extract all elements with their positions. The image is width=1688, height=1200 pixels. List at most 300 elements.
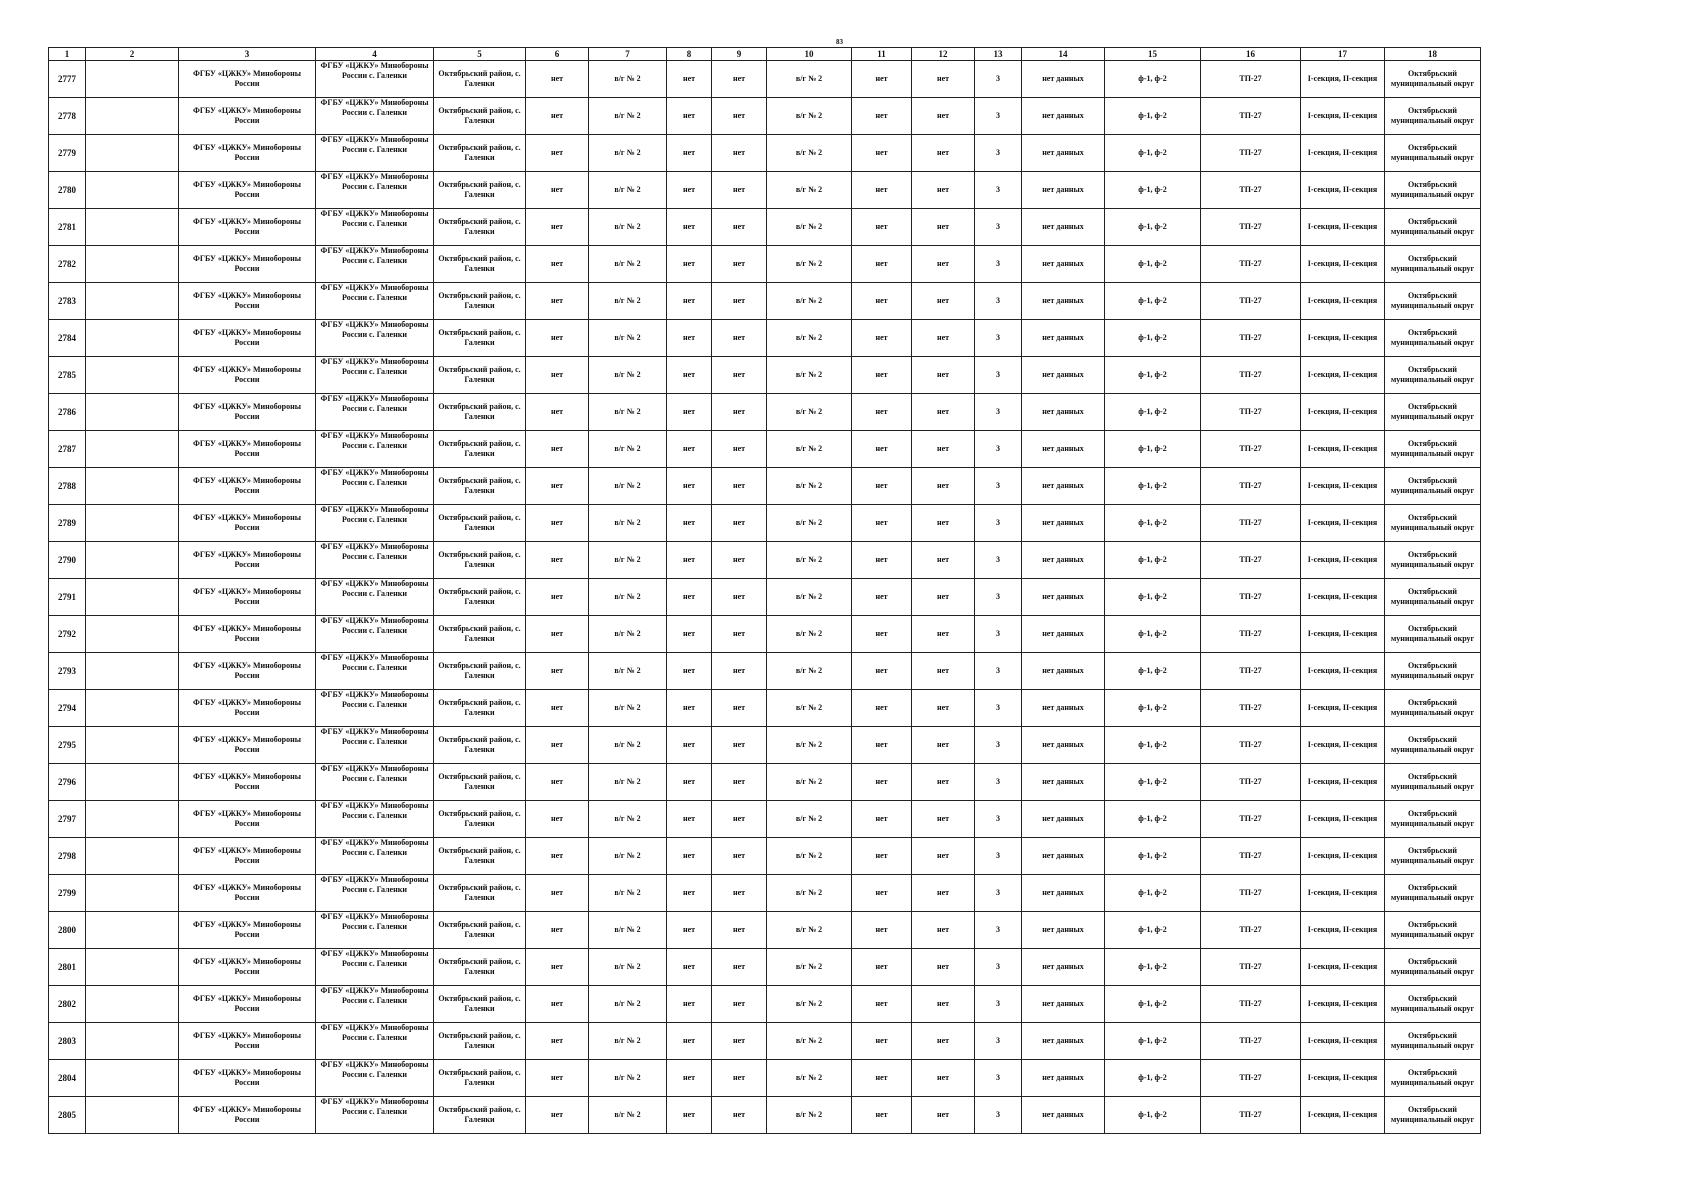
cell-col-4: ФГБУ «ЦЖКУ» Минобороны России с. Галенки — [316, 98, 434, 135]
cell-col-17: I-секция, II-секция — [1301, 986, 1385, 1023]
cell-col-7: в/г № 2 — [589, 357, 667, 394]
cell-col-2 — [86, 616, 179, 653]
cell-col-3: ФГБУ «ЦЖКУ» Минобороны России — [179, 1060, 316, 1097]
table-row — [49, 912, 1481, 949]
cell-col-8: нет — [667, 283, 712, 320]
cell-col-3: ФГБУ «ЦЖКУ» Минобороны России — [179, 1097, 316, 1134]
column-header-8: 8 — [667, 48, 712, 61]
cell-col-12: нет — [912, 505, 975, 542]
cell-col-14: нет данных — [1022, 875, 1105, 912]
cell-col-14: нет данных — [1022, 727, 1105, 764]
cell-col-16: ТП-27 — [1201, 505, 1301, 542]
cell-col-5: Октябрьский район, с. Галенки — [434, 727, 526, 764]
cell-col-17: I-секция, II-секция — [1301, 1023, 1385, 1060]
cell-col-7: в/г № 2 — [589, 1060, 667, 1097]
cell-col-14: нет данных — [1022, 801, 1105, 838]
cell-col-12: нет — [912, 357, 975, 394]
table-row — [49, 320, 1481, 357]
column-header-17: 17 — [1301, 48, 1385, 61]
cell-col-8: нет — [667, 468, 712, 505]
cell-col-4: ФГБУ «ЦЖКУ» Минобороны России с. Галенки — [316, 431, 434, 468]
row-number-cell: 2781 — [49, 209, 86, 246]
cell-col-8: нет — [667, 986, 712, 1023]
row-number-cell: 2792 — [49, 616, 86, 653]
cell-col-7: в/г № 2 — [589, 98, 667, 135]
cell-col-18: Октябрьский муниципальный округ — [1385, 579, 1481, 616]
column-header-13: 13 — [975, 48, 1022, 61]
cell-col-2 — [86, 1060, 179, 1097]
cell-col-7: в/г № 2 — [589, 542, 667, 579]
column-header-3: 3 — [179, 48, 316, 61]
cell-col-13: 3 — [975, 98, 1022, 135]
cell-col-2 — [86, 542, 179, 579]
cell-col-5: Октябрьский район, с. Галенки — [434, 875, 526, 912]
cell-col-14: нет данных — [1022, 357, 1105, 394]
cell-col-5: Октябрьский район, с. Галенки — [434, 431, 526, 468]
table-row — [49, 61, 1481, 98]
cell-col-2 — [86, 98, 179, 135]
cell-col-5: Октябрьский район, с. Галенки — [434, 283, 526, 320]
table-row — [49, 727, 1481, 764]
cell-col-18: Октябрьский муниципальный округ — [1385, 727, 1481, 764]
cell-col-13: 3 — [975, 172, 1022, 209]
cell-col-7: в/г № 2 — [589, 912, 667, 949]
cell-col-15: ф-1, ф-2 — [1105, 690, 1201, 727]
cell-col-4: ФГБУ «ЦЖКУ» Минобороны России с. Галенки — [316, 1023, 434, 1060]
cell-col-14: нет данных — [1022, 283, 1105, 320]
cell-col-3: ФГБУ «ЦЖКУ» Минобороны России — [179, 542, 316, 579]
cell-col-12: нет — [912, 838, 975, 875]
cell-col-4: ФГБУ «ЦЖКУ» Минобороны России с. Галенки — [316, 320, 434, 357]
cell-col-17: I-секция, II-секция — [1301, 468, 1385, 505]
cell-col-3: ФГБУ «ЦЖКУ» Минобороны России — [179, 579, 316, 616]
cell-col-7: в/г № 2 — [589, 505, 667, 542]
cell-col-17: I-секция, II-секция — [1301, 579, 1385, 616]
cell-col-7: в/г № 2 — [589, 986, 667, 1023]
cell-col-15: ф-1, ф-2 — [1105, 875, 1201, 912]
cell-col-9: нет — [712, 838, 767, 875]
cell-col-4: ФГБУ «ЦЖКУ» Минобороны России с. Галенки — [316, 468, 434, 505]
cell-col-8: нет — [667, 616, 712, 653]
table-row — [49, 579, 1481, 616]
cell-col-4: ФГБУ «ЦЖКУ» Минобороны России с. Галенки — [316, 801, 434, 838]
cell-col-3: ФГБУ «ЦЖКУ» Минобороны России — [179, 172, 316, 209]
cell-col-18: Октябрьский муниципальный округ — [1385, 468, 1481, 505]
cell-col-6: нет — [526, 98, 589, 135]
cell-col-12: нет — [912, 653, 975, 690]
row-number-cell: 2804 — [49, 1060, 86, 1097]
cell-col-9: нет — [712, 949, 767, 986]
cell-col-9: нет — [712, 912, 767, 949]
cell-col-6: нет — [526, 912, 589, 949]
cell-col-9: нет — [712, 61, 767, 98]
cell-col-5: Октябрьский район, с. Галенки — [434, 357, 526, 394]
cell-col-7: в/г № 2 — [589, 838, 667, 875]
cell-col-9: нет — [712, 98, 767, 135]
cell-col-16: ТП-27 — [1201, 616, 1301, 653]
cell-col-12: нет — [912, 764, 975, 801]
cell-col-15: ф-1, ф-2 — [1105, 801, 1201, 838]
row-number-cell: 2805 — [49, 1097, 86, 1134]
cell-col-2 — [86, 357, 179, 394]
cell-col-11: нет — [852, 949, 912, 986]
row-number-cell: 2779 — [49, 135, 86, 172]
cell-col-6: нет — [526, 283, 589, 320]
cell-col-15: ф-1, ф-2 — [1105, 283, 1201, 320]
cell-col-9: нет — [712, 1023, 767, 1060]
cell-col-17: I-секция, II-секция — [1301, 801, 1385, 838]
cell-col-16: ТП-27 — [1201, 690, 1301, 727]
cell-col-10: в/г № 2 — [767, 875, 852, 912]
table-row — [49, 653, 1481, 690]
cell-col-10: в/г № 2 — [767, 1060, 852, 1097]
cell-col-13: 3 — [975, 283, 1022, 320]
table-row — [49, 1023, 1481, 1060]
cell-col-10: в/г № 2 — [767, 986, 852, 1023]
cell-col-11: нет — [852, 1097, 912, 1134]
cell-col-18: Октябрьский муниципальный округ — [1385, 764, 1481, 801]
cell-col-14: нет данных — [1022, 1097, 1105, 1134]
cell-col-2 — [86, 986, 179, 1023]
row-number-cell: 2785 — [49, 357, 86, 394]
cell-col-17: I-секция, II-секция — [1301, 875, 1385, 912]
cell-col-12: нет — [912, 986, 975, 1023]
cell-col-14: нет данных — [1022, 579, 1105, 616]
cell-col-17: I-секция, II-секция — [1301, 690, 1385, 727]
cell-col-18: Октябрьский муниципальный округ — [1385, 690, 1481, 727]
cell-col-9: нет — [712, 431, 767, 468]
cell-col-10: в/г № 2 — [767, 1097, 852, 1134]
cell-col-10: в/г № 2 — [767, 764, 852, 801]
cell-col-16: ТП-27 — [1201, 209, 1301, 246]
row-number-cell: 2798 — [49, 838, 86, 875]
cell-col-3: ФГБУ «ЦЖКУ» Минобороны России — [179, 357, 316, 394]
cell-col-18: Октябрьский муниципальный округ — [1385, 394, 1481, 431]
cell-col-13: 3 — [975, 727, 1022, 764]
cell-col-12: нет — [912, 135, 975, 172]
cell-col-10: в/г № 2 — [767, 394, 852, 431]
cell-col-8: нет — [667, 949, 712, 986]
cell-col-2 — [86, 172, 179, 209]
cell-col-11: нет — [852, 61, 912, 98]
cell-col-18: Октябрьский муниципальный округ — [1385, 283, 1481, 320]
cell-col-16: ТП-27 — [1201, 949, 1301, 986]
cell-col-2 — [86, 394, 179, 431]
cell-col-17: I-секция, II-секция — [1301, 912, 1385, 949]
cell-col-12: нет — [912, 727, 975, 764]
row-number-cell: 2791 — [49, 579, 86, 616]
cell-col-8: нет — [667, 61, 712, 98]
cell-col-11: нет — [852, 727, 912, 764]
cell-col-8: нет — [667, 875, 712, 912]
cell-col-18: Октябрьский муниципальный округ — [1385, 875, 1481, 912]
cell-col-9: нет — [712, 542, 767, 579]
cell-col-2 — [86, 320, 179, 357]
cell-col-6: нет — [526, 505, 589, 542]
cell-col-5: Октябрьский район, с. Галенки — [434, 986, 526, 1023]
cell-col-18: Октябрьский муниципальный округ — [1385, 246, 1481, 283]
cell-col-14: нет данных — [1022, 616, 1105, 653]
cell-col-8: нет — [667, 542, 712, 579]
cell-col-9: нет — [712, 172, 767, 209]
cell-col-10: в/г № 2 — [767, 838, 852, 875]
cell-col-11: нет — [852, 653, 912, 690]
cell-col-13: 3 — [975, 801, 1022, 838]
cell-col-3: ФГБУ «ЦЖКУ» Минобороны России — [179, 690, 316, 727]
cell-col-8: нет — [667, 653, 712, 690]
cell-col-3: ФГБУ «ЦЖКУ» Минобороны России — [179, 912, 316, 949]
cell-col-15: ф-1, ф-2 — [1105, 949, 1201, 986]
table-row — [49, 1060, 1481, 1097]
cell-col-11: нет — [852, 283, 912, 320]
row-number-cell: 2789 — [49, 505, 86, 542]
cell-col-16: ТП-27 — [1201, 431, 1301, 468]
cell-col-8: нет — [667, 98, 712, 135]
cell-col-11: нет — [852, 764, 912, 801]
table-row — [49, 986, 1481, 1023]
cell-col-13: 3 — [975, 209, 1022, 246]
table-row — [49, 468, 1481, 505]
cell-col-6: нет — [526, 209, 589, 246]
cell-col-3: ФГБУ «ЦЖКУ» Минобороны России — [179, 764, 316, 801]
row-number-cell: 2783 — [49, 283, 86, 320]
table-row — [49, 505, 1481, 542]
cell-col-16: ТП-27 — [1201, 394, 1301, 431]
cell-col-13: 3 — [975, 1023, 1022, 1060]
cell-col-4: ФГБУ «ЦЖКУ» Минобороны России с. Галенки — [316, 727, 434, 764]
cell-col-12: нет — [912, 98, 975, 135]
cell-col-14: нет данных — [1022, 1060, 1105, 1097]
cell-col-10: в/г № 2 — [767, 505, 852, 542]
cell-col-9: нет — [712, 986, 767, 1023]
cell-col-12: нет — [912, 172, 975, 209]
cell-col-2 — [86, 579, 179, 616]
cell-col-2 — [86, 838, 179, 875]
cell-col-9: нет — [712, 875, 767, 912]
cell-col-5: Октябрьский район, с. Галенки — [434, 949, 526, 986]
cell-col-9: нет — [712, 1097, 767, 1134]
cell-col-10: в/г № 2 — [767, 653, 852, 690]
cell-col-15: ф-1, ф-2 — [1105, 61, 1201, 98]
cell-col-12: нет — [912, 542, 975, 579]
cell-col-16: ТП-27 — [1201, 320, 1301, 357]
cell-col-7: в/г № 2 — [589, 1097, 667, 1134]
cell-col-8: нет — [667, 1023, 712, 1060]
cell-col-15: ф-1, ф-2 — [1105, 579, 1201, 616]
cell-col-3: ФГБУ «ЦЖКУ» Минобороны России — [179, 61, 316, 98]
row-number-cell: 2793 — [49, 653, 86, 690]
cell-col-10: в/г № 2 — [767, 727, 852, 764]
cell-col-10: в/г № 2 — [767, 616, 852, 653]
cell-col-7: в/г № 2 — [589, 320, 667, 357]
cell-col-17: I-секция, II-секция — [1301, 542, 1385, 579]
cell-col-16: ТП-27 — [1201, 838, 1301, 875]
cell-col-11: нет — [852, 394, 912, 431]
cell-col-4: ФГБУ «ЦЖКУ» Минобороны России с. Галенки — [316, 505, 434, 542]
cell-col-9: нет — [712, 1060, 767, 1097]
cell-col-2 — [86, 61, 179, 98]
cell-col-9: нет — [712, 505, 767, 542]
row-number-cell: 2787 — [49, 431, 86, 468]
row-number-cell: 2796 — [49, 764, 86, 801]
cell-col-16: ТП-27 — [1201, 283, 1301, 320]
cell-col-3: ФГБУ «ЦЖКУ» Минобороны России — [179, 505, 316, 542]
cell-col-9: нет — [712, 320, 767, 357]
cell-col-6: нет — [526, 986, 589, 1023]
cell-col-14: нет данных — [1022, 1023, 1105, 1060]
cell-col-16: ТП-27 — [1201, 912, 1301, 949]
cell-col-13: 3 — [975, 431, 1022, 468]
cell-col-14: нет данных — [1022, 912, 1105, 949]
cell-col-13: 3 — [975, 875, 1022, 912]
cell-col-5: Октябрьский район, с. Галенки — [434, 838, 526, 875]
cell-col-5: Октябрьский район, с. Галенки — [434, 542, 526, 579]
cell-col-14: нет данных — [1022, 431, 1105, 468]
cell-col-5: Октябрьский район, с. Галенки — [434, 912, 526, 949]
cell-col-6: нет — [526, 727, 589, 764]
cell-col-17: I-секция, II-секция — [1301, 357, 1385, 394]
cell-col-5: Октябрьский район, с. Галенки — [434, 98, 526, 135]
cell-col-9: нет — [712, 209, 767, 246]
cell-col-7: в/г № 2 — [589, 579, 667, 616]
cell-col-8: нет — [667, 135, 712, 172]
row-number-cell: 2786 — [49, 394, 86, 431]
cell-col-2 — [86, 283, 179, 320]
cell-col-2 — [86, 653, 179, 690]
cell-col-5: Октябрьский район, с. Галенки — [434, 1097, 526, 1134]
cell-col-7: в/г № 2 — [589, 246, 667, 283]
cell-col-11: нет — [852, 579, 912, 616]
row-number-cell: 2784 — [49, 320, 86, 357]
column-header-16: 16 — [1201, 48, 1301, 61]
cell-col-13: 3 — [975, 246, 1022, 283]
cell-col-18: Октябрьский муниципальный округ — [1385, 1023, 1481, 1060]
cell-col-7: в/г № 2 — [589, 135, 667, 172]
cell-col-17: I-секция, II-секция — [1301, 764, 1385, 801]
cell-col-11: нет — [852, 875, 912, 912]
table-row — [49, 357, 1481, 394]
cell-col-17: I-секция, II-секция — [1301, 1097, 1385, 1134]
cell-col-8: нет — [667, 172, 712, 209]
column-header-18: 18 — [1385, 48, 1481, 61]
cell-col-13: 3 — [975, 394, 1022, 431]
cell-col-2 — [86, 505, 179, 542]
cell-col-18: Октябрьский муниципальный округ — [1385, 1097, 1481, 1134]
cell-col-11: нет — [852, 1060, 912, 1097]
cell-col-8: нет — [667, 209, 712, 246]
cell-col-3: ФГБУ «ЦЖКУ» Минобороны России — [179, 838, 316, 875]
table-row — [49, 98, 1481, 135]
cell-col-8: нет — [667, 246, 712, 283]
cell-col-2 — [86, 431, 179, 468]
table-row — [49, 801, 1481, 838]
cell-col-12: нет — [912, 949, 975, 986]
cell-col-11: нет — [852, 172, 912, 209]
cell-col-2 — [86, 727, 179, 764]
cell-col-8: нет — [667, 357, 712, 394]
table-row — [49, 283, 1481, 320]
cell-col-6: нет — [526, 357, 589, 394]
row-number-cell: 2794 — [49, 690, 86, 727]
cell-col-14: нет данных — [1022, 838, 1105, 875]
cell-col-5: Октябрьский район, с. Галенки — [434, 505, 526, 542]
cell-col-17: I-секция, II-секция — [1301, 61, 1385, 98]
cell-col-6: нет — [526, 579, 589, 616]
column-header-2: 2 — [86, 48, 179, 61]
cell-col-3: ФГБУ «ЦЖКУ» Минобороны России — [179, 727, 316, 764]
cell-col-6: нет — [526, 61, 589, 98]
cell-col-6: нет — [526, 764, 589, 801]
cell-col-5: Октябрьский район, с. Галенки — [434, 172, 526, 209]
cell-col-16: ТП-27 — [1201, 172, 1301, 209]
cell-col-3: ФГБУ «ЦЖКУ» Минобороны России — [179, 801, 316, 838]
cell-col-7: в/г № 2 — [589, 431, 667, 468]
cell-col-13: 3 — [975, 357, 1022, 394]
cell-col-12: нет — [912, 468, 975, 505]
cell-col-6: нет — [526, 801, 589, 838]
cell-col-14: нет данных — [1022, 172, 1105, 209]
cell-col-3: ФГБУ «ЦЖКУ» Минобороны России — [179, 875, 316, 912]
cell-col-3: ФГБУ «ЦЖКУ» Минобороны России — [179, 431, 316, 468]
cell-col-15: ф-1, ф-2 — [1105, 98, 1201, 135]
cell-col-6: нет — [526, 1060, 589, 1097]
cell-col-10: в/г № 2 — [767, 98, 852, 135]
cell-col-4: ФГБУ «ЦЖКУ» Минобороны России с. Галенки — [316, 579, 434, 616]
cell-col-11: нет — [852, 986, 912, 1023]
cell-col-15: ф-1, ф-2 — [1105, 246, 1201, 283]
cell-col-6: нет — [526, 246, 589, 283]
cell-col-4: ФГБУ «ЦЖКУ» Минобороны России с. Галенки — [316, 283, 434, 320]
row-number-cell: 2797 — [49, 801, 86, 838]
table-row — [49, 394, 1481, 431]
cell-col-15: ф-1, ф-2 — [1105, 1097, 1201, 1134]
cell-col-7: в/г № 2 — [589, 394, 667, 431]
column-header-12: 12 — [912, 48, 975, 61]
cell-col-4: ФГБУ «ЦЖКУ» Минобороны России с. Галенки — [316, 542, 434, 579]
cell-col-10: в/г № 2 — [767, 135, 852, 172]
column-header-9: 9 — [712, 48, 767, 61]
cell-col-13: 3 — [975, 468, 1022, 505]
cell-col-11: нет — [852, 431, 912, 468]
cell-col-11: нет — [852, 246, 912, 283]
row-number-cell: 2780 — [49, 172, 86, 209]
cell-col-17: I-секция, II-секция — [1301, 616, 1385, 653]
table-row — [49, 616, 1481, 653]
cell-col-5: Октябрьский район, с. Галенки — [434, 209, 526, 246]
column-header-5: 5 — [434, 48, 526, 61]
row-number-cell: 2782 — [49, 246, 86, 283]
cell-col-3: ФГБУ «ЦЖКУ» Минобороны России — [179, 1023, 316, 1060]
cell-col-5: Октябрьский район, с. Галенки — [434, 1023, 526, 1060]
cell-col-15: ф-1, ф-2 — [1105, 727, 1201, 764]
cell-col-6: нет — [526, 949, 589, 986]
cell-col-3: ФГБУ «ЦЖКУ» Минобороны России — [179, 283, 316, 320]
cell-col-12: нет — [912, 61, 975, 98]
cell-col-13: 3 — [975, 690, 1022, 727]
cell-col-13: 3 — [975, 838, 1022, 875]
cell-col-13: 3 — [975, 320, 1022, 357]
column-header-6: 6 — [526, 48, 589, 61]
cell-col-4: ФГБУ «ЦЖКУ» Минобороны России с. Галенки — [316, 394, 434, 431]
cell-col-14: нет данных — [1022, 468, 1105, 505]
cell-col-17: I-секция, II-секция — [1301, 209, 1385, 246]
cell-col-17: I-секция, II-секция — [1301, 172, 1385, 209]
cell-col-16: ТП-27 — [1201, 579, 1301, 616]
cell-col-17: I-секция, II-секция — [1301, 949, 1385, 986]
cell-col-2 — [86, 246, 179, 283]
cell-col-13: 3 — [975, 505, 1022, 542]
cell-col-13: 3 — [975, 653, 1022, 690]
